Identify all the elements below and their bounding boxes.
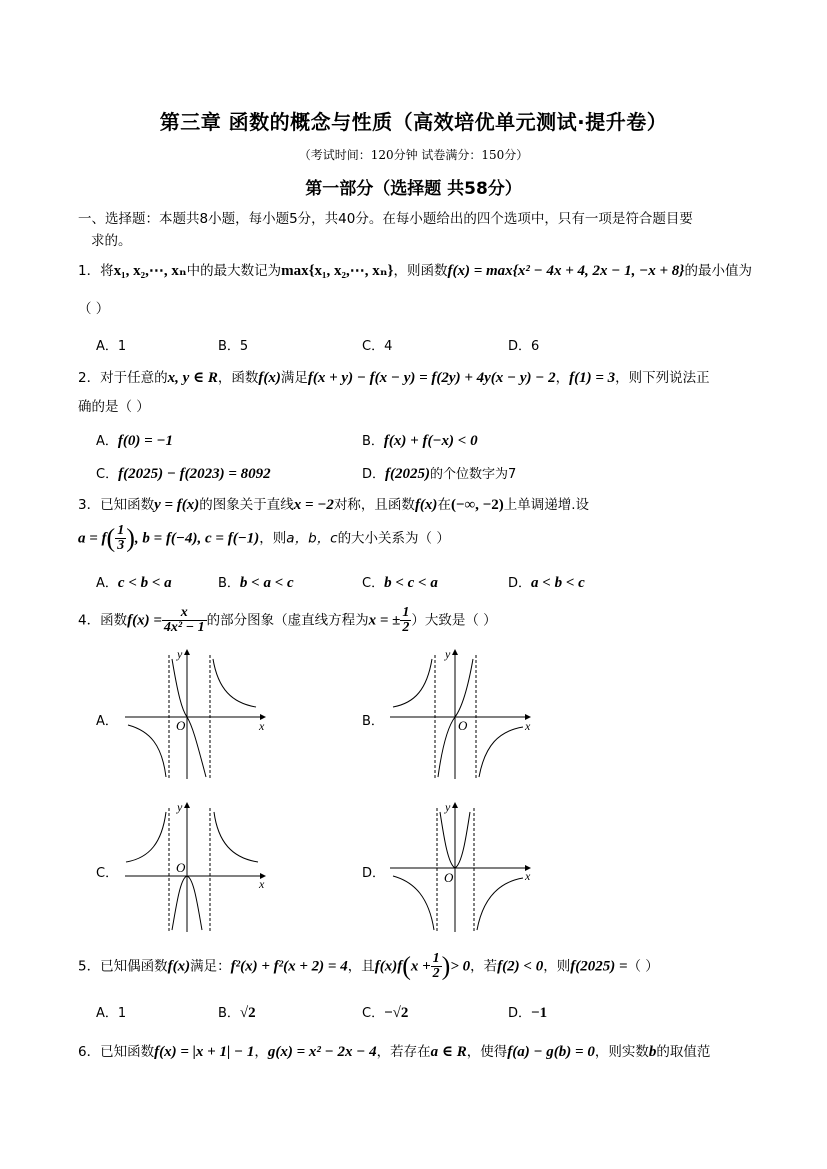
option-label: C． <box>362 339 385 354</box>
graph-option-a[interactable]: A． <box>96 714 118 729</box>
option-label: D． <box>508 1006 532 1021</box>
paren-open: ( <box>402 951 411 981</box>
option-value: f(x) + f(−x) < 0 <box>383 433 478 449</box>
question-text: 已知函数 <box>100 497 155 513</box>
question-text: 对称，且函数 <box>333 497 415 513</box>
question-1 <box>78 260 752 282</box>
graph-b <box>385 645 535 785</box>
x-label: x <box>525 869 531 883</box>
option-label: C． <box>362 576 385 591</box>
graph-a <box>120 645 270 785</box>
page-title: 第三章 函数的概念与性质（高效培优单元测试·提升卷） <box>159 110 668 134</box>
fraction-numerator: 1 <box>402 605 410 620</box>
question-text: 已知函数 <box>100 1044 155 1060</box>
answer-paren: （ ） <box>627 958 659 975</box>
curve-right <box>214 812 258 862</box>
question-text: 的最小值为 <box>684 263 752 279</box>
math-expression: y = f(x) <box>154 497 200 513</box>
option-c[interactable] <box>362 1002 408 1022</box>
math-expression: f(x + y) − f(x − y) = f(2y) + 4y(x − y) − 2 <box>307 370 556 386</box>
option-c[interactable] <box>362 572 438 592</box>
option-value: c < b < a <box>117 575 172 591</box>
math-expression: f(2) < 0 <box>497 958 544 975</box>
question-text: ）大致是（ ） <box>411 612 497 629</box>
question-text: 的大小关系为（ ） <box>337 530 450 547</box>
origin-label: O <box>176 718 186 733</box>
option-b[interactable] <box>218 1002 256 1022</box>
question-number: 3． <box>78 497 101 513</box>
question-text: 在 <box>437 497 451 513</box>
option-d[interactable] <box>362 463 516 483</box>
graph-option-c[interactable]: C． <box>96 866 119 881</box>
option-label: C． <box>96 467 119 482</box>
part-title: 第一部分（选择题 共58分） <box>305 179 522 199</box>
graph-option-b[interactable]: B． <box>362 714 384 729</box>
fraction-denominator: 3 <box>117 538 125 553</box>
option-a[interactable] <box>96 572 172 592</box>
option-value: f(0) = −1 <box>117 433 174 449</box>
y-label: y <box>445 800 451 814</box>
question-5 <box>78 952 659 981</box>
option-a[interactable] <box>96 1002 126 1021</box>
fraction-numerator: 1 <box>117 523 125 538</box>
option-value: f(2025) − f(2023) = 8092 <box>118 466 271 482</box>
fraction <box>431 952 442 981</box>
question-text: 的部分图象（虚直线方程为 <box>206 612 369 629</box>
option-value: 1 <box>117 339 127 354</box>
question-number: 1． <box>78 263 101 279</box>
question-text: 上单调递增.设 <box>503 497 590 513</box>
math-expression: , b = f(−4), c = f(−1) <box>134 530 260 547</box>
math-expression: b <box>648 1044 657 1060</box>
curve-left <box>393 659 432 707</box>
option-label: D． <box>508 576 532 591</box>
math-expression: f(x)f <box>374 958 403 975</box>
question-text: ，若 <box>470 958 498 975</box>
fraction-denominator: 2 <box>402 620 410 635</box>
option-b[interactable] <box>362 430 478 450</box>
option-label: A． <box>96 339 118 354</box>
question-text: ，则下列说法正 <box>615 370 710 386</box>
x-label: x <box>259 877 265 891</box>
option-value: √2 <box>239 1005 256 1021</box>
math-expression: max{x₁, x₂,⋯, xₙ} <box>281 263 394 279</box>
option-label: C． <box>362 1006 385 1021</box>
math-expression: a = f <box>78 530 107 547</box>
question-text: ， <box>254 1044 268 1060</box>
option-label: A． <box>96 1006 118 1021</box>
fraction <box>400 606 411 635</box>
graph-c <box>120 798 270 938</box>
variables: a，b，c <box>286 530 338 547</box>
math-expression: f(a) − g(b) = 0 <box>507 1044 595 1060</box>
section-instructions-cont <box>91 230 132 252</box>
math-expression: x = ± <box>368 612 401 629</box>
question-text: 已知偶函数 <box>100 958 168 975</box>
option-label: A． <box>96 434 118 449</box>
question-3-cont <box>78 524 450 553</box>
math-expression: f(1) = 3 <box>569 370 616 386</box>
math-expression: > 0 <box>450 958 471 975</box>
y-axis-arrow <box>184 802 190 808</box>
math-expression: f(x) <box>167 958 191 975</box>
math-expression: f(x) = max{x² − 4x + 4, 2x − 1, −x + 8} <box>447 263 685 279</box>
fraction-denominator: 2 <box>432 966 440 981</box>
option-value: 1 <box>117 1006 127 1021</box>
origin-label: O <box>176 860 186 875</box>
x-label: x <box>525 719 531 733</box>
math-expression: f(x) <box>258 370 281 386</box>
curve-left <box>393 876 434 930</box>
paren-close: ) <box>441 951 451 981</box>
question-text: ，若存在 <box>376 1044 431 1060</box>
option-d[interactable] <box>508 1002 547 1022</box>
option-value: 5 <box>239 339 249 354</box>
fraction-numerator: x <box>162 606 207 621</box>
math-expression: f²(x) + f²(x + 2) = 4 <box>230 958 348 975</box>
question-number: 6． <box>78 1044 101 1060</box>
question-text: ，则 <box>543 958 571 975</box>
question-3 <box>78 494 589 516</box>
section-line-1: 一、选择题：本题共8小题，每小题5分，共40分。在每小题给出的四个选项中，只有一项是符合题目要 <box>78 211 693 227</box>
option-d[interactable] <box>508 572 585 592</box>
math-expression: f(x) = <box>127 612 162 629</box>
origin-label: O <box>458 718 468 733</box>
question-text: 中的最大数记为 <box>186 263 282 279</box>
math-expression: f(x) <box>414 497 438 513</box>
question-6 <box>78 1041 710 1063</box>
math-expression: (−∞, −2) <box>450 497 504 513</box>
option-value: −1 <box>531 1005 548 1021</box>
y-axis-arrow <box>452 649 458 655</box>
y-label: y <box>445 647 451 661</box>
y-axis-arrow <box>184 649 190 655</box>
y-label: y <box>177 647 183 661</box>
question-number: 2． <box>78 370 101 386</box>
option-value: −√2 <box>384 1005 409 1021</box>
option-a[interactable] <box>96 430 173 450</box>
question-text: 满足： <box>190 958 231 975</box>
question-text: 的取值范 <box>656 1044 711 1060</box>
math-expression: f(2025) = <box>570 958 628 975</box>
option-value: a < b < c <box>531 575 585 591</box>
question-text: ，使得 <box>466 1044 508 1060</box>
math-expression: g(x) = x² − 2x − 4 <box>267 1044 377 1060</box>
question-text: 的图象关于直线 <box>199 497 294 513</box>
question-text: 满足 <box>280 370 308 386</box>
option-d[interactable] <box>508 335 539 354</box>
paren-open: ( <box>106 523 116 553</box>
fraction <box>115 524 126 553</box>
curve-right <box>479 727 523 777</box>
fraction-denominator: 4x² − 1 <box>163 620 205 635</box>
graph-d <box>385 798 535 938</box>
question-4 <box>78 606 497 635</box>
option-a[interactable] <box>96 335 126 354</box>
option-label: D． <box>362 467 386 482</box>
question-number: 4． <box>78 612 101 629</box>
option-value: b < c < a <box>384 575 438 591</box>
question-number: 5． <box>78 958 101 975</box>
y-label: y <box>177 800 183 814</box>
math-expression: x + <box>410 958 431 975</box>
question-text: 对于任意的 <box>100 370 168 386</box>
question-text: 函数 <box>100 612 128 629</box>
option-value: b < a < c <box>239 575 294 591</box>
exam-info: （考试时间：120分钟 试卷满分：150分） <box>298 148 529 162</box>
question-text: ，则 <box>259 530 287 547</box>
paren-close: ) <box>126 523 135 553</box>
math-expression: f(x) = |x + 1| − 1 <box>154 1044 255 1060</box>
option-b[interactable] <box>218 572 294 592</box>
math-expression: x = −2 <box>293 497 334 513</box>
curve-right <box>213 659 256 707</box>
y-axis-arrow <box>452 802 458 808</box>
origin-label: O <box>444 870 454 885</box>
option-label: B． <box>218 576 240 591</box>
question-text: ，且 <box>347 958 375 975</box>
option-label: D． <box>508 339 532 354</box>
math-expression: x, y ∈ R <box>167 370 218 386</box>
question-text: ，则实数 <box>594 1044 649 1060</box>
option-label: B． <box>362 434 384 449</box>
option-c[interactable] <box>362 335 392 354</box>
option-c[interactable] <box>96 463 271 483</box>
section-line-2: 求的。 <box>91 233 132 249</box>
question-text: ，则函数 <box>393 263 448 279</box>
x-label: x <box>259 719 265 733</box>
answer-paren: （ ） <box>78 301 110 317</box>
math-expression: a ∈ R <box>430 1044 467 1060</box>
question-text: ， <box>555 370 570 386</box>
option-value: 4 <box>384 339 393 354</box>
option-label: B． <box>218 1006 240 1021</box>
curve-right <box>477 878 523 930</box>
section-instructions <box>78 208 693 230</box>
question-text: ，函数 <box>217 370 259 386</box>
curve-left <box>128 725 166 777</box>
curve-left <box>126 812 166 862</box>
option-suffix: 的个位数字为7 <box>430 467 517 482</box>
option-b[interactable] <box>218 335 248 354</box>
graph-option-d[interactable]: D． <box>362 866 386 881</box>
option-label: A． <box>96 576 118 591</box>
question-text: 将 <box>100 263 114 279</box>
math-expression: x₁, x₂,⋯, xₙ <box>113 263 187 279</box>
option-value: f(2025) <box>385 466 431 482</box>
fraction-numerator: 1 <box>432 951 440 966</box>
question-2 <box>78 367 710 389</box>
option-label: B． <box>218 339 240 354</box>
option-value: 6 <box>531 339 540 354</box>
fraction <box>162 606 207 635</box>
question-2-cont: 确的是（ ） <box>78 399 150 415</box>
